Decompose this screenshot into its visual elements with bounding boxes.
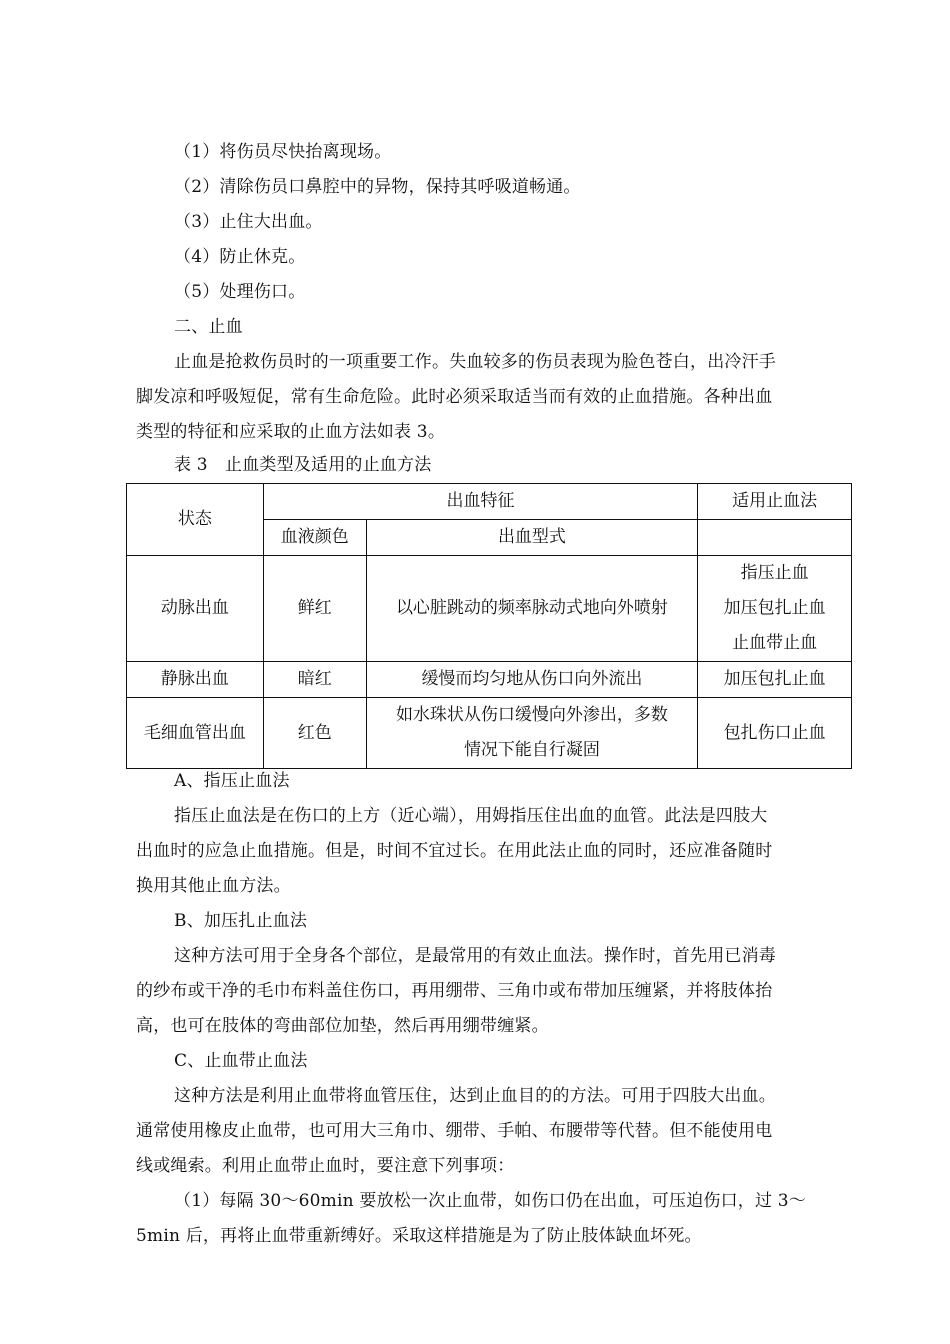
pattern-line: 如水珠状从伤口缓慢向外渗出，多数 (395, 705, 668, 725)
list-item: （5）处理伤口。 (174, 282, 306, 302)
list-item: （3）止住大出血。 (174, 212, 323, 232)
paragraph-line: 脚发凉和呼吸短促，常有生命危险。此时必须采取适当而有效的止血措施。各种出血 (136, 387, 773, 407)
header-color: 血液颜色 (263, 520, 366, 556)
subsection-heading: C、止血带止血法 (174, 1051, 308, 1071)
cell-pattern: 缓慢而均匀地从伤口向外流出 (366, 662, 698, 698)
paragraph-line: 高，也可在肢体的弯曲部位加垫，然后再用绷带缠紧。 (136, 1016, 549, 1036)
cell-pattern: 以心脏跳动的频率脉动式地向外喷射 (366, 556, 698, 662)
paragraph-line: 通常使用橡皮止血带，也可用大三角巾、绷带、手帕、布腰带等代替。但不能使用电 (136, 1121, 773, 1141)
pattern-line: 情况下能自行凝固 (463, 740, 600, 760)
cell-color: 鲜红 (263, 556, 366, 662)
subsection-heading: A、指压止血法 (174, 771, 290, 791)
paragraph-line: 这种方法是利用止血带将血管压住，达到止血目的的方法。可用于四肢大出血。 (174, 1086, 776, 1106)
table-row (127, 698, 852, 769)
cell-methods: 包扎伤口止血 (698, 698, 852, 769)
method-item: 止血带止血 (732, 633, 818, 653)
header-empty-cell (698, 520, 852, 556)
note-line: 5min 后，再将止血带重新缚好。采取这样措施是为了防止肢体缺血坏死。 (136, 1226, 702, 1246)
table-row (127, 662, 852, 698)
method-item: 加压包扎止血 (723, 598, 826, 618)
paragraph-line: 的纱布或干净的毛巾布料盖住伤口，再用绷带、三角巾或布带加压缠紧，并将肢体抬 (136, 981, 773, 1001)
list-item: （2）清除伤员口鼻腔中的异物，保持其呼吸道畅通。 (174, 177, 581, 197)
paragraph-line: 出血时的应急止血措施。但是，时间不宜过长。在用此法止血的同时，还应准备随时 (136, 841, 773, 861)
list-item: （1）将伤员尽快抬离现场。 (174, 142, 392, 162)
cell-state: 静脉出血 (127, 662, 264, 698)
note-line: （1）每隔 30～60min 要放松一次止血带，如伤口仍在出血，可压迫伤口，过 3～ (174, 1191, 807, 1211)
subsection-heading: B、加压扎止血法 (174, 911, 308, 931)
cell-pattern (366, 698, 698, 769)
cell-color: 暗红 (263, 662, 366, 698)
bleeding-types-table (126, 483, 852, 769)
paragraph-line: 线或绳索。利用止血带止血时，要注意下列事项： (136, 1156, 515, 1176)
paragraph-line: 换用其他止血方法。 (136, 876, 291, 896)
cell-state: 毛细血管出血 (127, 698, 264, 769)
paragraph-line: 类型的特征和应采取的止血方法如表 3。 (136, 422, 446, 442)
cell-color: 红色 (263, 698, 366, 769)
header-pattern: 出血型式 (366, 520, 698, 556)
cell-state: 动脉出血 (127, 556, 264, 662)
header-method: 适用止血法 (698, 484, 852, 520)
cell-methods: 加压包扎止血 (698, 662, 852, 698)
paragraph-line: 指压止血法是在伤口的上方（近心端），用姆指压住出血的血管。此法是四肢大 (174, 806, 768, 826)
header-state: 状态 (127, 484, 264, 556)
table-header-row (127, 484, 852, 520)
paragraph-line: 止血是抢救伤员时的一项重要工作。失血较多的伤员表现为脸色苍白，出冷汗手 (174, 352, 776, 372)
list-item: （4）防止休克。 (174, 247, 306, 267)
cell-methods (698, 556, 852, 662)
table-caption: 表 3 止血类型及适用的止血方法 (174, 455, 432, 475)
method-item: 指压止血 (740, 563, 809, 583)
header-features: 出血特征 (263, 484, 697, 520)
table-row (127, 556, 852, 662)
section-heading: 二、止血 (174, 317, 243, 337)
paragraph-line: 这种方法可用于全身各个部位，是最常用的有效止血法。操作时，首先用已消毒 (174, 946, 776, 966)
